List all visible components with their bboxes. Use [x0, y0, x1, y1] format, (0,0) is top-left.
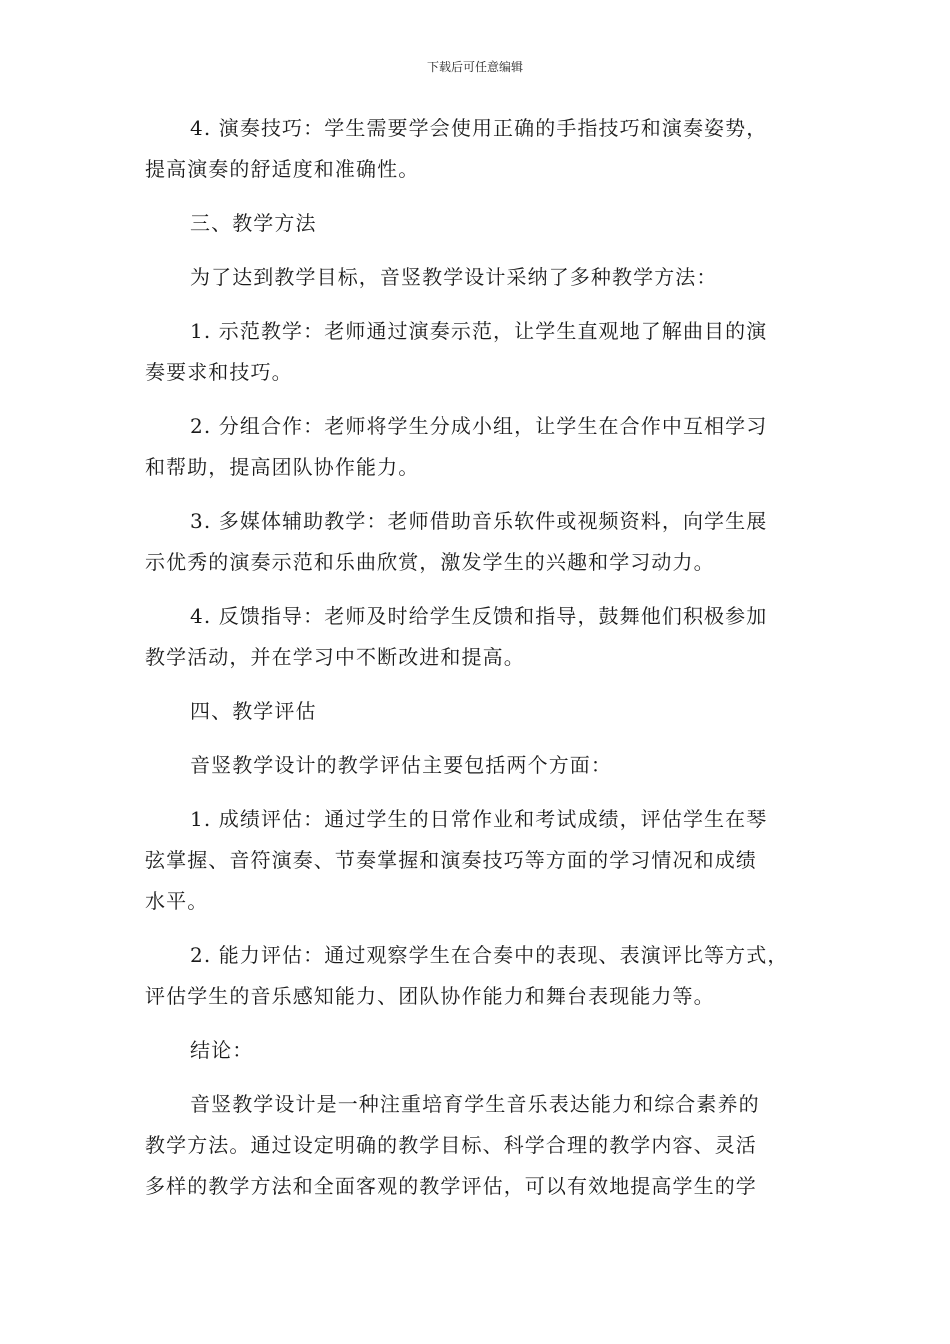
- paragraph-first-line: 音竖教学设计的教学评估主要包括两个方面：: [190, 753, 612, 777]
- paragraph-line: 奏要求和技巧。: [145, 360, 293, 384]
- paragraph-first-line: 2. 能力评估：通过观察学生在合奏中的表现、表演评比等方式，: [190, 943, 789, 967]
- page-header: 下载后可任意编辑: [426, 60, 523, 74]
- paragraph-line: 水平。: [145, 889, 209, 913]
- paragraph-first-line: 2. 分组合作：老师将学生分成小组，让学生在合作中互相学习: [190, 414, 768, 438]
- paragraph-first-line: 4. 反馈指导：老师及时给学生反馈和指导，鼓舞他们积极参加: [190, 604, 768, 628]
- paragraph-line: 评估学生的音乐感知能力、团队协作能力和舞台表现能力等。: [145, 984, 715, 1008]
- paragraph-line: 提高演奏的舒适度和准确性。: [145, 157, 420, 181]
- paragraph-first-line: 四、教学评估: [190, 699, 317, 723]
- paragraph-line: 多样的教学方法和全面客观的教学评估，可以有效地提高学生的学: [145, 1174, 757, 1198]
- paragraph-line: 示优秀的演奏示范和乐曲欣赏，激发学生的兴趣和学习动力。: [145, 550, 715, 574]
- paragraph-first-line: 为了达到教学目标，音竖教学设计采纳了多种教学方法：: [190, 265, 718, 289]
- paragraph-first-line: 1. 示范教学：老师通过演奏示范，让学生直观地了解曲目的演: [190, 319, 768, 343]
- paragraph-first-line: 三、教学方法: [190, 211, 317, 235]
- paragraph-first-line: 结论：: [190, 1038, 254, 1062]
- paragraph-line: 和帮助，提高团队协作能力。: [145, 455, 420, 479]
- paragraph-first-line: 4. 演奏技巧：学生需要学会使用正确的手指技巧和演奏姿势，: [190, 116, 768, 140]
- paragraph-first-line: 音竖教学设计是一种注重培育学生音乐表达能力和综合素养的: [190, 1092, 760, 1116]
- paragraph-first-line: 3. 多媒体辅助教学：老师借助音乐软件或视频资料，向学生展: [190, 509, 768, 533]
- paragraph-line: 弦掌握、音符演奏、节奏掌握和演奏技巧等方面的学习情况和成绩: [145, 848, 757, 872]
- paragraph-line: 教学活动，并在学习中不断改进和提高。: [145, 645, 525, 669]
- paragraph-line: 教学方法。通过设定明确的教学目标、科学合理的教学内容、灵活: [145, 1133, 757, 1157]
- paragraph-first-line: 1. 成绩评估：通过学生的日常作业和考试成绩，评估学生在琴: [190, 807, 768, 831]
